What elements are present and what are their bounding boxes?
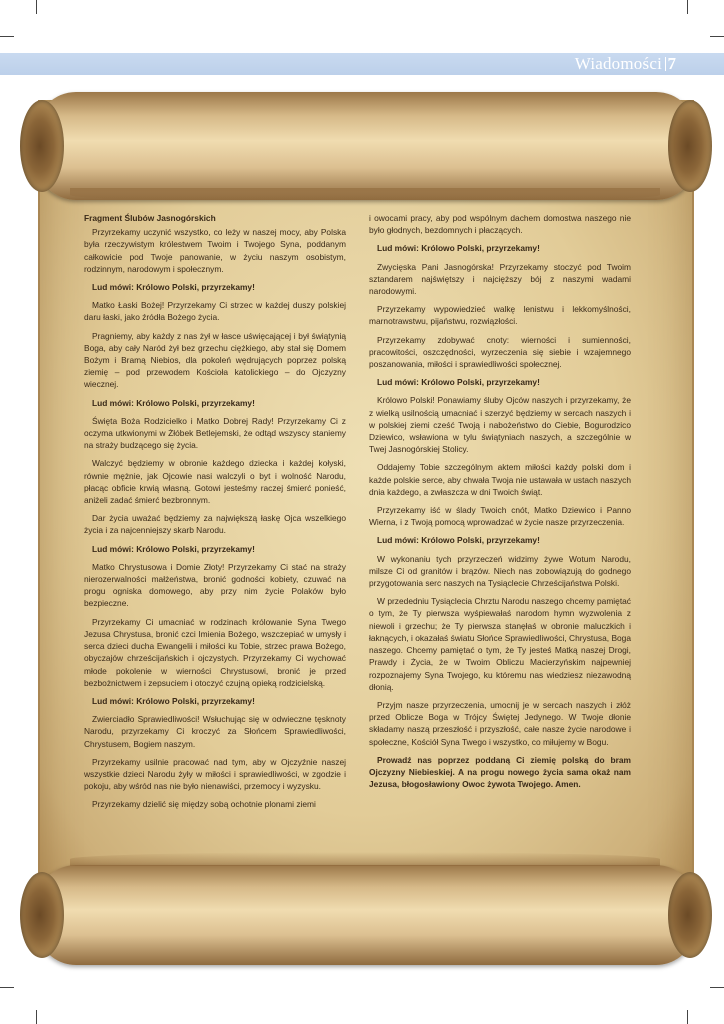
paragraph: Przyrzekamy uczynić wszystko, co leży w naszej mocy, aby Polska była rzeczywistym królestwem Twoim i Twojego Syna, poddanym całkowicie pod Twoje panowanie, w życiu naszym osobistym, rodzinnym, narodowym i społecznym. (84, 227, 346, 274)
paragraph: Zwycięska Pani Jasnogórska! Przyrzekamy stoczyć pod Twoim sztandarem najświętszy i najcięższy bój z naszymi wadami narodowymi. (369, 261, 631, 297)
paragraph: Walczyć będziemy w obronie każdego dziecka i każdej kołyski, równie mężnie, jak Ojcowie nasi walczyli o byt i wolność Narodu, płacąc obficie krwią własną. Gotowi jesteśmy raczej śmierć ponieść, aniżeli zadać śmierć bezbronnym. (84, 458, 346, 506)
refrain: Lud mówi: Królowo Polski, przyrzekamy! (92, 695, 255, 706)
paragraph: W wykonaniu tych przyrzeczeń widzimy żywe Wotum Narodu, milsze Ci od granitów i brązów. Niech nas zobowiązują do godnego przygotowania serc naszych na Tysiąclecie Chrześcijaństwa Polski. (369, 553, 631, 589)
article-title: Fragment Ślubów Jasnogórskich (84, 213, 216, 223)
page-number: 7 (667, 54, 676, 73)
closing-paragraph: Prowadź nas poprzez poddaną Ci ziemię polską do bram Ojczyzny Niebieskiej. A na progu nowego życia sama okaż nam Jezusa, błogosławiony Owoc żywota Twojego. Amen. (369, 754, 631, 790)
paragraph: Przyjm nasze przyrzeczenia, umocnij je w sercach naszych i złóż przed Oblicze Boga w Trójcy Świętej Jedynego. W Twoje dłonie składamy naszą przeszłość i przyszłość, całe nasze życie narodowe i społeczne, Kościół Syna Twego i wszystko, co miłujemy w Bogu. (369, 699, 631, 747)
left-column (84, 212, 346, 817)
header-separator (665, 57, 666, 71)
scroll-roll-end (668, 100, 712, 192)
paragraph: Przyrzekamy iść w ślady Twoich cnót, Matko Dziewico i Panno Wierna, i z Twoją pomocą wprowadzać w życie nasze przyrzeczenia. (369, 505, 631, 528)
scroll-top-roll (36, 92, 696, 200)
crop-mark-bl-h (0, 987, 14, 988)
refrain: Lud mówi: Królowo Polski, przyrzekamy! (92, 543, 255, 554)
refrain: Lud mówi: Królowo Polski, przyrzekamy! (92, 282, 255, 293)
scroll-bottom-roll (36, 865, 696, 965)
scroll-bottom-curl (70, 852, 660, 866)
paragraph: Matko Chrystusowa i Domie Złoty! Przyrzekamy Ci stać na straży nierozerwalności małżeństwa, bronić godności kobiety, czuwać na progu ogniska domowego, aby przy nim życie Polaków było bezpieczne. (84, 561, 346, 609)
crop-mark-br-h (710, 987, 724, 988)
crop-mark-tr-h (710, 36, 724, 37)
paragraph: i owocami pracy, aby pod wspólnym dachem domostwa naszego nie było głodnych, bezdomnych i płaczących. (369, 213, 631, 236)
refrain: Lud mówi: Królowo Polski, przyrzekamy! (377, 535, 540, 546)
scroll-roll-end (20, 872, 64, 958)
paragraph: Matko Łaski Bożej! Przyrzekamy Ci strzec w każdej duszy polskiej daru łaski, jako źródła Bożego życia. (84, 300, 346, 323)
crop-mark-tl-v (36, 0, 37, 14)
scroll-roll-end (20, 100, 64, 192)
section-title: Wiadomości (574, 54, 662, 73)
paragraph: Dar życia uważać będziemy za największą łaskę Ojca wszelkiego życia i za najcenniejszy skarb Narodu. (84, 513, 346, 536)
crop-mark-bl-v (36, 1010, 37, 1024)
refrain: Lud mówi: Królowo Polski, przyrzekamy! (377, 377, 540, 388)
paragraph: W przededniu Tysiąclecia Chrztu Narodu naszego chcemy pamiętać o tym, że Ty pierwsza wyśpiewałaś narodom hymn wyzwolenia z niewoli i grzechu; że Ty pierwsza stanęłaś w obronie maluczkich i łaknących, i okazałaś światu Słońce Sprawiedliwości, Chrystusa, Boga naszego. Chcemy pamiętać o tym, że Ty jesteś Matką naszej Drogi, Prawdy i Życia, że w Twoim Obliczu Macierzyńskim najpewniej rozpoznajemy Syna Twojego, ku któremu nas wiedziesz niezawodną dłonią. (369, 596, 631, 692)
paragraph: Oddajemy Tobie szczególnym aktem miłości każdy polski dom i każde polskie serce, aby chwała Twoja nie ustawała w ustach naszych dnia każdego, a zwłaszcza w dni Twoich świąt. (369, 462, 631, 497)
refrain: Lud mówi: Królowo Polski, przyrzekamy! (377, 243, 540, 254)
paragraph: Pragniemy, aby każdy z nas żył w łasce uświęcającej i był świątynią Boga, aby cały Naród żył bez grzechu ciężkiego, aby stał się Domem Bożym i Bramą Niebios, dla pokoleń wędrujących poprzez polską ziemię – pod przewodem Kościoła katolickiego – do Ojczyzny wiecznej. (84, 330, 346, 390)
paragraph: Przyrzekamy zdobywać cnoty: wierności i sumienności, pracowitości, oszczędności, wyrzeczenia się siebie i wzajemnego poszanowania, miłości i sprawiedliwości społecznej. (369, 334, 631, 370)
paragraph: Przyrzekamy usilnie pracować nad tym, aby w Ojczyźnie naszej wszystkie dzieci Narodu żyły w miłości i sprawiedliwości, w zgodzie i pokoju, aby wśród nas nie było nienawiści, przemocy i wyzysku. (84, 756, 346, 792)
paragraph: Zwierciadło Sprawiedliwości! Wsłuchując się w odwieczne tęsknoty Narodu, przyrzekamy Ci kroczyć za Słońcem Sprawiedliwości, Chrystusem, Bogiem naszym. (84, 714, 346, 749)
crop-mark-tr-v (687, 0, 688, 14)
paragraph: Przyrzekamy Ci umacniać w rodzinach królowanie Syna Twego Jezusa Chrystusa, bronić czci Imienia Bożego, wszczepiać w umysły i serca dzieci ducha Ewangelii i miłości ku Tobie, strzec prawa Bożego, obyczajów chrześcijańskich i ojczystych. Przyrzekamy Ci wychować młode pokolenie w wierności Chrystusowi, bronić je przed bezbożnictwem i zepsuciem i otoczyć czujną opieką rodzicielską. (84, 616, 346, 688)
crop-mark-tl-h (0, 36, 14, 37)
paragraph: Przyrzekamy wypowiedzieć walkę lenistwu i lekkomyślności, marnotrawstwu, pijaństwu, rozwiązłości. (369, 304, 631, 327)
paragraph: Królowo Polski! Ponawiamy śluby Ojców naszych i przyrzekamy, że z wielką usilnością umacniać i szerzyć będziemy w sercach naszych i w polskiej ziemi cześć Twoją i nabożeństwo do Ciebie, Bogurodzico Dziewico, wsławiona w tylu świątyniach naszych, a szczególnie w Twej Jasnogórskiej Stolicy. (369, 395, 631, 455)
refrain: Lud mówi: Królowo Polski, przyrzekamy! (92, 397, 255, 408)
scroll-top-curl (70, 188, 660, 202)
right-column (369, 212, 631, 796)
paragraph: Święta Boża Rodzicielko i Matko Dobrej Rady! Przyrzekamy Ci z oczyma utkwionymi w Żłóbek Betlejemski, że odtąd wszyscy staniemy na straży budzącego się życia. (84, 415, 346, 451)
crop-mark-br-v (687, 1010, 688, 1024)
paragraph: Przyrzekamy dzielić się między sobą ochotnie plonami ziemi (92, 799, 316, 810)
scroll-roll-end (668, 872, 712, 958)
